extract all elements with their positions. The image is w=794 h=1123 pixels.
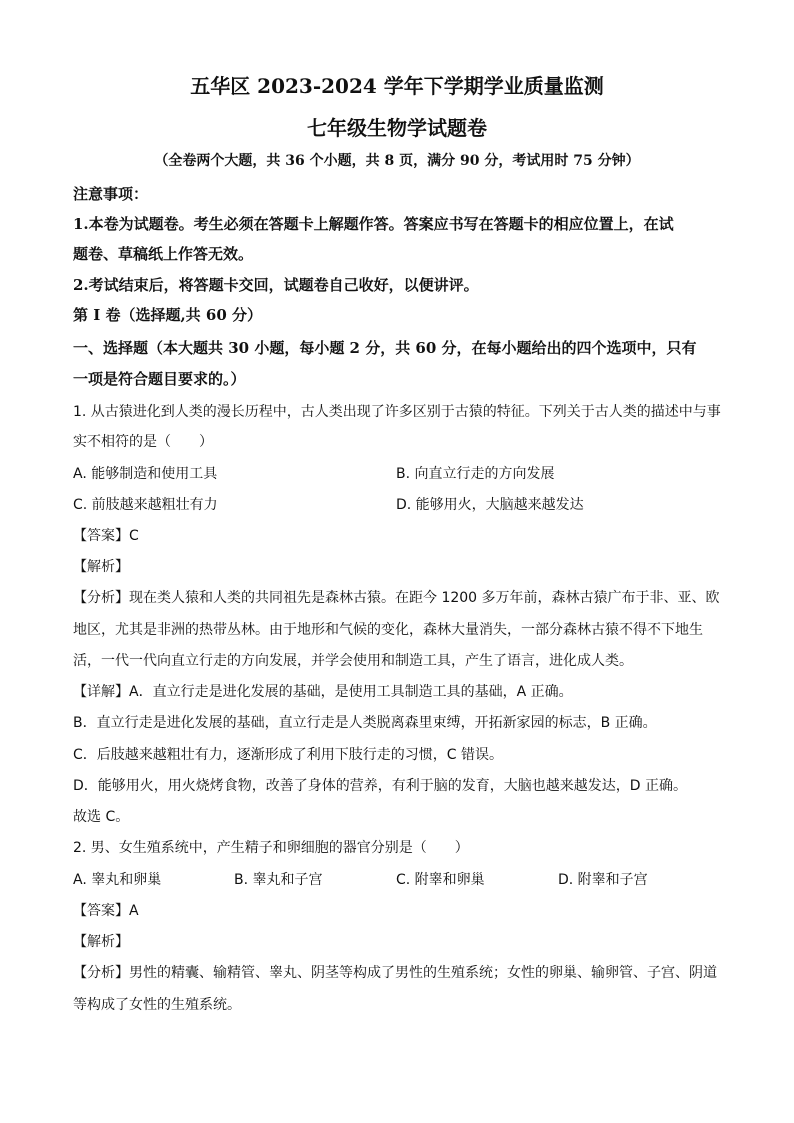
q1-detail-a: 【详解】A．直立行走是进化发展的基础，是使用工具制造工具的基础，A 正确。	[73, 684, 573, 700]
notice-item-1: 1.本卷为试题卷。考生必须在答题卡上解题作答。答案应书写在答题卡的相应位置上，在试	[73, 215, 674, 233]
q2-analysis-cont: 等构成了女性的生殖系统。	[73, 997, 241, 1013]
q2-stem: 2. 男、女生殖系统中，产生精子和卵细胞的器官分别是（ ）	[73, 840, 469, 856]
q1-analysis-label: 【解析】	[73, 559, 129, 575]
notice-item-2: 2.考试结束后，将答题卡交回，试题卷自己收好，以便讲评。	[73, 276, 479, 294]
q2-option-d: D. 附睾和子宫	[558, 872, 648, 888]
q1-stem-cont: 实不相符的是（ ）	[73, 434, 213, 450]
q1-answer: 【答案】C	[73, 528, 139, 544]
q1-detail-c: C．后肢越来越粗壮有力，逐渐形成了利用下肢行走的习惯，C 错误。	[73, 747, 503, 763]
q2-option-b: B. 睾丸和子宫	[234, 872, 323, 888]
exam-subject-title: 七年级生物学试题卷	[307, 116, 487, 140]
q1-option-a: A. 能够制造和使用工具	[73, 466, 218, 482]
q2-analysis-label: 【解析】	[73, 934, 129, 950]
notice-heading: 注意事项：	[73, 185, 149, 203]
q2-option-a: A. 睾丸和卵巢	[73, 872, 162, 888]
exam-title: 五华区 2023-2024 学年下学期学业质量监测	[190, 74, 604, 98]
q1-option-c: C. 前肢越来越粗壮有力	[73, 497, 218, 513]
q1-analysis-cont-1: 地区，尤其是非洲的热带丛林。由于地形和气候的变化，森林大量消失，一部分森林古猿不得不下地生	[73, 622, 703, 638]
q2-option-c: C. 附睾和卵巢	[396, 872, 485, 888]
q1-option-d: D. 能够用火，大脑越来越发达	[396, 497, 584, 513]
q1-analysis: 【分析】现在类人猿和人类的共同祖先是森林古猿。在距今 1200 多万年前，森林古猿广布于非、亚、欧	[73, 590, 720, 606]
q1-analysis-cont-2: 活，一代一代向直立行走的方向发展，并学会使用和制造工具，产生了语言，进化成人类。	[73, 653, 633, 669]
q2-answer: 【答案】A	[73, 903, 139, 919]
q1-detail-b: B．直立行走是进化发展的基础，直立行走是人类脱离森里束缚，开拓新家园的标志，B 正确。	[73, 715, 657, 731]
q2-analysis: 【分析】男性的精囊、输精管、睾丸、阴茎等构成了男性的生殖系统；女性的卵巢、输卵管、子宫、阴道	[73, 965, 717, 981]
q1-conclusion: 故选 C。	[73, 809, 130, 825]
notice-item-1-cont: 题卷、草稿纸上作答无效。	[73, 245, 254, 263]
part-title: 第 I 卷（选择题,共 60 分）	[73, 306, 263, 324]
q1-detail-d: D．能够用火，用火烧烤食物，改善了身体的营养，有利于脑的发育，大脑也越来越发达，D 正确。	[73, 778, 688, 794]
section-heading: 一、选择题（本大题共 30 小题，每小题 2 分，共 60 分，在每小题给出的四个选项中，只有	[73, 339, 697, 357]
section-heading-cont: 一项是符合题目要求的。）	[73, 370, 246, 388]
q1-option-b: B. 向直立行走的方向发展	[396, 466, 555, 482]
q1-stem: 1. 从古猿进化到人类的漫长历程中，古人类出现了许多区别于古猿的特征。下列关于古人类的描述中与事	[73, 404, 721, 420]
exam-info: （全卷两个大题，共 36 个小题，共 8 页，满分 90 分，考试用时 75 分钟）	[154, 153, 640, 169]
